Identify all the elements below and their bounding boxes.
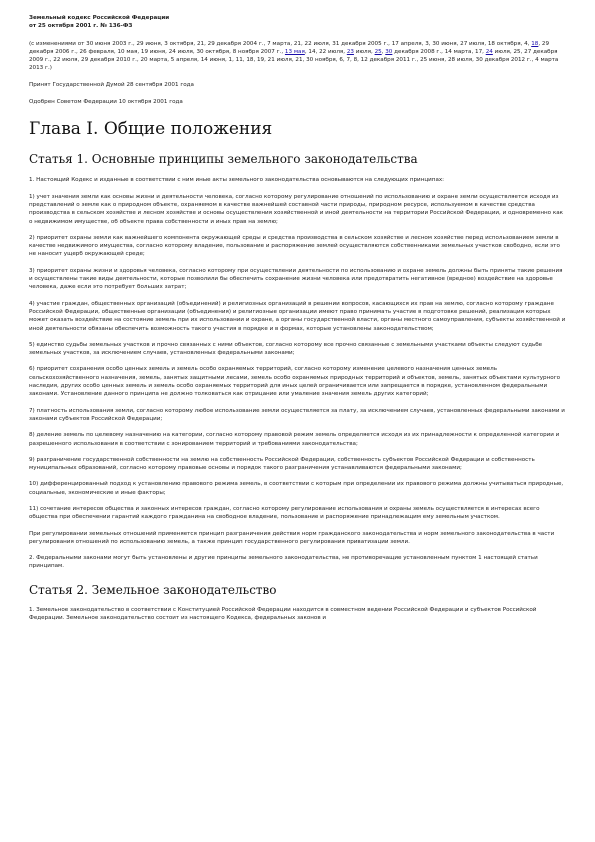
- amendments-text: , 14, 22 июля,: [304, 48, 347, 55]
- chapter-title: Глава I. Общие положения: [29, 119, 273, 140]
- article-paragraph: 11) сочетание интересов общества и законных интересов граждан, согласно которому регулирование использования и охраны земель осуществляется в интересах всего общества при обеспечении гарантий каждого гражданина на свободное владение, пользование и распоряжение принадлежащим ему земельным участком.: [29, 505, 540, 521]
- amendment-link[interactable]: 25: [374, 48, 382, 55]
- article-1-title: Статья 1. Основные принципы земельного законодательства: [29, 152, 418, 167]
- amendments-text: ,: [381, 48, 386, 55]
- article-2-title: Статья 2. Земельное законодательство: [29, 582, 277, 597]
- article-paragraph: 2) приоритет охраны земли как важнейшего компонента окружающей среды и средства производства в сельском хозяйстве и лесном хозяйстве перед использованием земли в качестве недвижимого имущества, согласно которому владение, пользование и распоряжение землей осуществляются собственниками земельных участков свободно, если это не наносит ущерб окружающей среде;: [29, 234, 560, 258]
- adopted-line: Принят Государственной Думой 28 сентября 2001 года: [29, 81, 194, 88]
- article-paragraph: 1. Земельное законодательство в соответствии с Конституцией Российской Федерации находится в совместном ведении Российской Федерации и субъектов Российской Федерации. Земельное законодательство состоит из настоящего Кодекса, федеральных законов и: [29, 606, 537, 622]
- article-paragraph: 1) учет значения земли как основы жизни и деятельности человека, согласно которому регулирование отношений по использованию и охране земли осуществляется исходя из представлений о земле как о природном объекте, охраняемом в качестве важнейшей составной части природы, природном ресурсе, используемом в качестве средства производства в сельском хозяйстве и лесном хозяйстве и основы осуществления хозяйственной и иной деятельности на территории Российской Федерации, и одновременно как о недвижимом имуществе, об объекте права собственности и иных прав на землю;: [29, 193, 564, 225]
- document-page: [29, 14, 567, 622]
- article-paragraph: При регулировании земельных отношений применяется принцип разграничения действия норм гражданского законодательства и норм земельного законодательства в части регулирования отношений по использованию земель, а также принцип государственного регулирования приватизации земли.: [29, 530, 555, 545]
- amendment-link[interactable]: 30: [385, 48, 393, 55]
- amendment-link[interactable]: 23: [346, 48, 354, 55]
- amendments-list: [29, 40, 567, 73]
- amendments-text: июля,: [353, 48, 375, 55]
- amendments-text: декабря 2008 г., 14 марта, 17,: [392, 48, 486, 55]
- article-paragraph: 1. Настоящий Кодекс и изданные в соответствии с ним иные акты земельного законодательства основываются на следующих принципах:: [29, 177, 445, 184]
- amendment-link[interactable]: 18: [531, 40, 539, 47]
- article-paragraph: 4) участие граждан, общественных организаций (объединений) и религиозных организаций в решении вопросов, касающихся их прав на землю, согласно которому граждане Российской Федерации, общественные организации (объединения) и религиозные организации имеют право принимать участие в подготовке решений, реализация которых может оказать воздействие на состояние земель при их использовании и охране, а органы государственной власти, органы местного самоуправления, субъекты хозяйственной и иной деятельности обязаны обеспечить возможность такого участия в порядке и в формах, которые установлены законодательством;: [29, 300, 566, 332]
- article-paragraph: 5) единство судьбы земельных участков и прочно связанных с ними объектов, согласно которому все прочно связанные с земельными участками объекты следуют судьбе земельных участков, за исключением случаев, установленных федеральными законами;: [29, 341, 543, 357]
- law-date-number: от 25 октября 2001 г. № 136-ФЗ: [29, 23, 133, 30]
- approved-line: Одобрен Советом Федерации 10 октября 2001 года: [29, 99, 183, 106]
- article-paragraph: 2. Федеральными законами могут быть установлены и другие принципы земельного законодательства, не противоречащие установленным пунктом 1 настоящей статьи принципам.: [29, 555, 538, 570]
- amendment-link[interactable]: 24: [485, 48, 493, 55]
- article-1-body: [29, 176, 567, 570]
- amendments-text: июля, 25, 27 декабря 2009 г., 22 июля, 29 декабря 2010 г., 20 марта, 5 апреля, 14 июня, 1, 11, 18, 19, 21 июля, 21, 30 ноября, 6, 7, 8, 12 декабря 2011 г., 25 июня, 28 июля, 30 декабря 2012 г., 4 марта 2013 г.): [29, 48, 559, 72]
- article-paragraph: 7) платность использования земли, согласно которому любое использование земли осуществляется за плату, за исключением случаев, установленных федеральными законами и законами субъектов Российской Федерации;: [29, 407, 565, 422]
- article-paragraph: 3) приоритет охраны жизни и здоровья человека, согласно которому при осуществлении деятельности по использованию и охране земель должны быть приняты такие решения и осуществлены такие виды деятельности, которые позволили бы обеспечить сохранение жизни человека или предотвратить негативное (вредное) воздействие на здоровье человека, даже если это потребует больших затрат;: [29, 267, 563, 291]
- article-paragraph: 9) разграничение государственной собственности на землю на собственность Российской Федерации, собственность субъектов Российской Федерации и собственность муниципальных образований, согласно которому правовые основы и порядок такого разграничения устанавливаются федеральными законами;: [29, 456, 535, 472]
- amendment-link[interactable]: 13 мая: [284, 48, 305, 55]
- article-paragraph: 6) приоритет сохранения особо ценных земель и земель особо охраняемых территорий, согласно которому изменение целевого назначения ценных земель сельскохозяйственного назначения, земель, занятых защитными лесами, земель особо охраняемых природных территорий и объектов, земель, занятых объектами культурного наследия, других особо ценных земель и земель особо охраняемых территорий для иных целей ограничивается или запрещается в порядке, установленном федеральными законами. Установление данного принципа не должно толковаться как отрицание или умаление значения земель других категорий;: [29, 366, 561, 398]
- amendments-text: (с изменениями от 30 июня 2003 г., 29 июня, 3 октября, 21, 29 декабря 2004 г., 7 марта, 21, 22 июля, 31 декабря 2005 г., 17 апреля, 3, 30 июня, 27 июля, 18 октября, 4,: [29, 40, 532, 47]
- article-paragraph: 10) дифференцированный подход к установлению правового режима земель, в соответствии с которым при определении их правового режима должны учитываться природные, социальные, экономические и иные факторы;: [29, 481, 564, 496]
- article-paragraph: 8) деление земель по целевому назначению на категории, согласно которому правовой режим земель определяется исходя из их принадлежности к определенной категории и разрешенного использования в соответствии с зонированием территорий и требованиями законодательства;: [29, 432, 560, 447]
- amendments-text: , 29 декабря 2006 г., 26 февраля, 10 мая, 19 июня, 24 июля, 30 октября, 8 ноября 2007 г.,: [29, 40, 550, 55]
- law-title: Земельный кодекс Российской Федерации: [29, 15, 170, 21]
